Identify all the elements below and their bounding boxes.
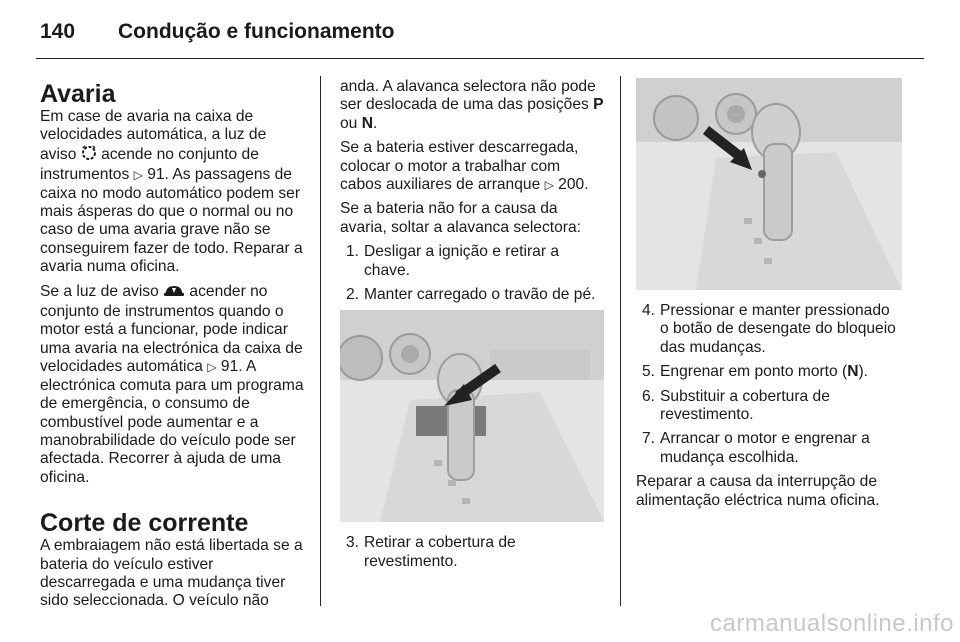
gear-warning-icon — [81, 145, 97, 166]
header-rule — [36, 58, 924, 59]
paragraph-corte-2: anda. A alavanca selectora não pode ser deslocada de uma das posições P ou N. — [340, 78, 604, 132]
list-item: 4. Pressionar e manter pressionado o botão de desengate do bloqueio das mudanças. — [642, 302, 896, 356]
car-warning-icon — [163, 284, 185, 303]
page-reference[interactable]: 91 — [147, 166, 165, 184]
paragraph-closing: Reparar a causa da interrupção de alimentação eléctrica numa oficina. — [636, 473, 880, 509]
page-number: 140 — [40, 20, 76, 43]
paragraph-corte-3: Se a bateria estiver descarregada, colocar o motor a trabalhar com cabos auxiliares de arranque ▷ 200. — [340, 139, 589, 194]
column-1 — [40, 80, 306, 617]
paragraph-corte-1: A embraiagem não está libertada se a bateria do veículo estiver descarregada e uma mudança tiver sido seleccionada. O veículo não — [40, 537, 303, 610]
paragraph-corte-4: Se a bateria não for a causa da avaria, soltar a alavanca selectora: — [340, 200, 581, 236]
paragraph-avaria-1: Em case de avaria na caixa de velocidades automática, a luz de aviso acende no conjunto de instrumentos ▷ 91. As passagens de caixa no modo automático podem ser mais ásperas do que o normal ou no caso de uma avaria grave não se conseguirem fazer de todo. Reparar a avaria numa oficina. — [40, 108, 303, 276]
column-3 — [636, 78, 902, 516]
watermark: carmanualsonline.info — [710, 610, 954, 637]
reference-arrow-icon: ▷ — [133, 168, 143, 183]
illustration-shift-lock-release — [636, 78, 902, 290]
page-reference[interactable]: 91 — [220, 358, 239, 376]
reference-arrow-icon: ▷ — [544, 178, 554, 193]
heading-avaria: Avaria — [40, 80, 116, 108]
page-header — [36, 16, 924, 56]
heading-corte-de-corrente: Corte de corrente — [40, 509, 249, 538]
running-title: Condução e funcionamento — [118, 20, 395, 43]
column-divider — [320, 76, 321, 606]
list-item: 7. Arrancar o motor e engrenar a mudança escolhida. — [642, 430, 870, 466]
steps-list-c — [636, 302, 902, 467]
column-2 — [340, 78, 604, 577]
reference-arrow-icon: ▷ — [207, 360, 217, 375]
paragraph-avaria-2: Se a luz de aviso acender no conjunto de instrumentos quando o motor está a funcionar, pode indicar uma avaria na electrónica da caixa de velocidades automática ▷ 91. A electrónica comuta para um programa de emergência, o consumo de combustível pode aumentar e a manobrabilidade do veículo pode ser afectada. Recorrer à ajuda de uma oficina. — [40, 282, 304, 486]
steps-list-a — [340, 243, 604, 304]
steps-list-b — [340, 534, 604, 571]
list-item: 3. Retirar a cobertura de revestimento. — [346, 534, 516, 570]
list-item: 5. Engrenar em ponto morto (N). — [642, 363, 869, 381]
list-item: 2. Manter carregado o travão de pé. — [346, 286, 596, 304]
column-divider — [620, 76, 621, 606]
page-reference[interactable]: 200 — [558, 176, 585, 194]
illustration-trim-removal — [340, 310, 604, 522]
list-item: 1. Desligar a ignição e retirar a chave. — [346, 243, 560, 279]
list-item: 6. Substituir a cobertura de revestimento. — [642, 387, 830, 424]
